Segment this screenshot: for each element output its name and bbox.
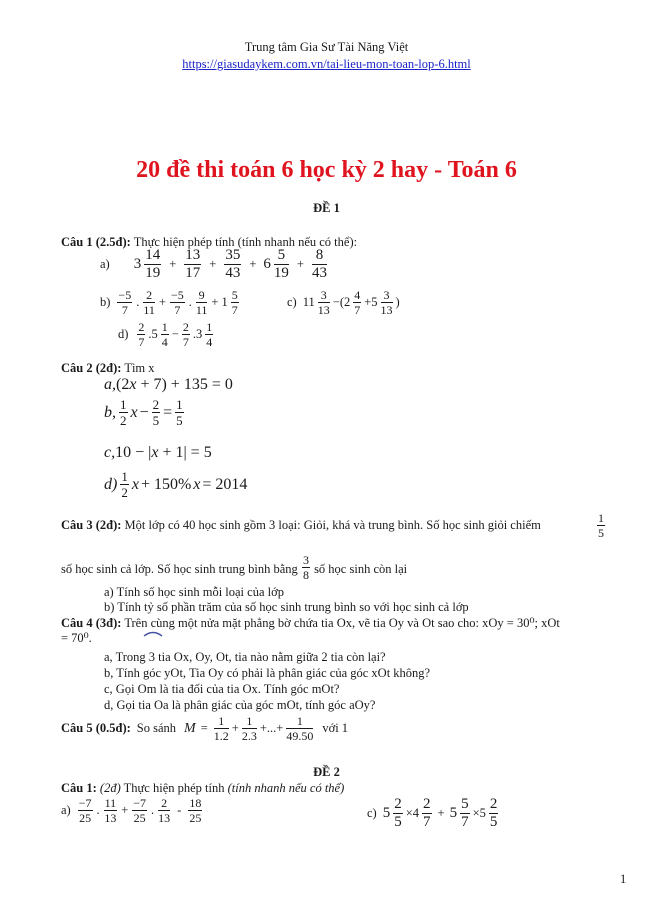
de1-cau4-b: b, Tính góc yOt, Tia Oy có phải là phân giác của góc xOt không? (104, 666, 431, 680)
question-text: Một lớp có 40 học sinh gồm 3 loại: Giỏi, khá và trung bình. Số học sinh giỏi chiếm (124, 518, 541, 532)
de1-cau2-c: c,10 − |x + 1| = 5 (104, 444, 212, 461)
handwritten-arc-mark (143, 630, 163, 638)
question-text: số học sinh còn lại (314, 562, 408, 576)
question-label: Câu 5 (0.5đ): (61, 721, 131, 735)
de1-cau2-prompt (61, 361, 155, 376)
de1-cau1-a: a) 3 $\frac{14}{19}$ + $\frac{13}{17}$ + $\frac{35}{43}$ + 6 $\frac{5}{19}$ + $\frac{8}{43}$ (100, 247, 327, 281)
item-label: a) (61, 803, 71, 817)
de2-cau1-c: c) 5 $\frac{2}{5}$ ×4 $\frac{2}{7}$ + 5 $\frac{5}{7}$ ×5 $\frac{2}{5}$ (367, 796, 498, 830)
item-label: d) (118, 327, 129, 341)
question-points: (2đ) (99, 781, 121, 795)
comparison-tail: với 1 (322, 721, 349, 735)
item-label: c) (367, 806, 377, 820)
de1-cau3-b: b) Tính tỷ số phần trăm của số học sinh trung bình so với học sinh cả lớp (104, 600, 469, 614)
question-label: Câu 4 (3đ): (61, 616, 122, 630)
item-label: a) (100, 257, 110, 271)
section-heading-de2: ĐỀ 2 (313, 765, 340, 779)
de1-cau1-b: b) $\frac{-5}{7}$ . $\frac{2}{11}$ + $\frac{-5}{7}$ . $\frac{9}{11}$ + 1 $\frac{5}{7}$ (100, 288, 238, 317)
header-link[interactable]: https://giasudaykem.com.vn/tai-lieu-mon-toan-lop-6.html (182, 57, 471, 71)
de1-cau3-line2: số học sinh cả lớp. Số học sinh trung bình bằng $\frac{3}{8}$ số học sinh còn lại (61, 553, 408, 582)
question-text: Tìm x (124, 361, 155, 375)
de1-cau2-b: b, $\frac{1}{2}$ x − $\frac{2}{5}$ = $\frac{1}{5}$ (104, 397, 183, 428)
de1-cau3-line1 (61, 518, 541, 533)
question-label: Câu 2 (2đ): (61, 361, 122, 375)
de1-cau4-cont: = 70⁰. (61, 631, 92, 645)
question-text: Thực hiện phép tính (123, 781, 225, 795)
de1-cau3-a: a) Tính số học sinh mỗi loại của lớp (104, 585, 284, 599)
de1-cau5: Câu 5 (0.5đ): So sánh M = $\frac{1}{1.2}$ + $\frac{1}{2.3}$ +...+ $\frac{1}{49.50}$ với 1 (61, 714, 349, 743)
de2-cau1-prompt (61, 781, 344, 796)
de1-cau1-d: d) $\frac{2}{7}$ .5 $\frac{1}{4}$ − $\frac{2}{7}$ .3 $\frac{1}{4}$ (118, 320, 213, 349)
question-hint: (tính nhanh nếu có thể) (227, 781, 345, 795)
item-label: c) (287, 295, 297, 309)
question-label: Câu 1: (61, 781, 97, 795)
document-title: 20 đề thi toán 6 học kỳ 2 hay - Toán 6 (136, 157, 517, 183)
section-heading-de1: ĐỀ 1 (313, 201, 340, 215)
question-label: Câu 3 (2đ): (61, 518, 122, 532)
page-number: 1 (620, 872, 627, 886)
question-text: Thực hiện phép tính (tính nhanh nếu có thể): (133, 235, 358, 249)
de1-cau2-d: d) $\frac{1}{2}$ x + 150% x = 2014 (104, 469, 248, 500)
de1-cau4-c: c, Gọi Om là tia đối của tia Ox. Tính góc mOt? (104, 682, 340, 696)
de1-cau4-prompt (61, 615, 560, 631)
question-text: So sánh (136, 721, 177, 735)
fraction-one-fifth: $\frac{1}{5}$ (598, 511, 604, 540)
question-label: Câu 1 (2.5đ): (61, 235, 131, 249)
question-text: số học sinh cả lớp. Số học sinh trung bình bằng (61, 562, 298, 576)
item-label: b) (100, 295, 111, 309)
de1-cau4-a: a, Trong 3 tia Ox, Oy, Ot, tia nào nằm giữa 2 tia còn lại? (104, 650, 386, 664)
de1-cau4-d: d, Gọi tia Oa là phân giác của góc mOt, tính góc aOy? (104, 698, 376, 712)
de1-cau2-a: a,(2x + 7) + 135 = 0 (104, 376, 233, 393)
question-text: Trên cùng một nửa mặt phẳng bờ chứa tia Ox, vẽ tia Oy và Ot sao cho: xOy = 30⁰; xOt (124, 616, 560, 630)
header-organization: Trung tâm Gia Sư Tài Năng Việt (244, 40, 409, 54)
de1-cau1-c: c) 11 $\frac{3}{13}$ −(2 $\frac{4}{7}$ +5 $\frac{3}{13}$ ) (287, 288, 400, 317)
de2-cau1-a: a) $\frac{-7}{25}$ . $\frac{11}{13}$ + $\frac{-7}{25}$ . $\frac{2}{13}$ - $\frac{18}{25}$ (61, 796, 202, 825)
